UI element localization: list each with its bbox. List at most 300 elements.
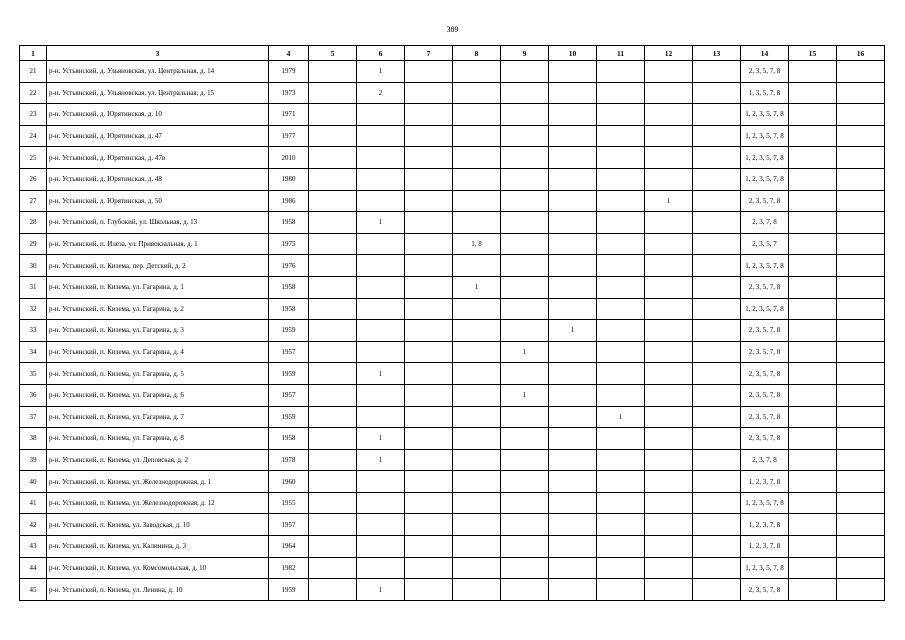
table-row — [20, 492, 885, 514]
cell-col-14: 2, 3, 5, 7, 8 — [741, 341, 789, 363]
cell-col-13 — [693, 61, 741, 83]
cell-col-14: 1, 2, 3, 5, 7, 8 — [741, 255, 789, 277]
cell-col-7 — [405, 449, 453, 471]
cell-col-14: 1, 2, 3, 5, 7, 8 — [741, 125, 789, 147]
cell-col-12: 1 — [645, 190, 693, 212]
cell-col-12 — [645, 104, 693, 126]
cell-col-13 — [693, 125, 741, 147]
cell-col-9 — [501, 276, 549, 298]
cell-col-11 — [597, 255, 645, 277]
cell-col-15 — [789, 536, 837, 558]
cell-col-9: 1 — [501, 341, 549, 363]
cell-col-16 — [837, 147, 885, 169]
year-cell: 1977 — [269, 125, 309, 147]
cell-col-8 — [453, 514, 501, 536]
cell-col-11 — [597, 384, 645, 406]
year-cell: 1986 — [269, 190, 309, 212]
row-number-cell: 28 — [20, 212, 47, 234]
address-cell: р-н. Устьянский, п. Кизема, ул. Гагарина, д. 7 — [47, 406, 269, 428]
cell-col-5 — [309, 276, 357, 298]
cell-col-14: 2, 3, 5, 7 — [741, 233, 789, 255]
cell-col-12 — [645, 363, 693, 385]
cell-col-11 — [597, 579, 645, 601]
address-cell: р-н. Устьянский, п. Кизема, ул. Гагарина, д. 1 — [47, 276, 269, 298]
cell-col-10 — [549, 233, 597, 255]
cell-col-15 — [789, 190, 837, 212]
cell-col-9 — [501, 125, 549, 147]
cell-col-8 — [453, 363, 501, 385]
cell-col-5 — [309, 82, 357, 104]
cell-col-6 — [357, 492, 405, 514]
housing-register-table — [19, 45, 885, 601]
cell-col-16 — [837, 125, 885, 147]
table-row — [20, 147, 885, 169]
cell-col-12 — [645, 298, 693, 320]
row-number-cell: 40 — [20, 471, 47, 493]
cell-col-6 — [357, 255, 405, 277]
cell-col-10 — [549, 341, 597, 363]
year-cell: 1958 — [269, 212, 309, 234]
address-cell: р-н. Устьянский, п. Кизема, ул. Заводская, д. 10 — [47, 514, 269, 536]
cell-col-7 — [405, 363, 453, 385]
cell-col-6 — [357, 125, 405, 147]
cell-col-6 — [357, 233, 405, 255]
cell-col-14: 1, 2, 3, 5, 7, 8 — [741, 557, 789, 579]
year-cell: 2010 — [269, 147, 309, 169]
address-cell: р-н. Устьянский, п. Кизема, ул. Гагарина, д. 8 — [47, 428, 269, 450]
cell-col-5 — [309, 125, 357, 147]
page-number: 389 — [446, 25, 459, 34]
cell-col-12 — [645, 276, 693, 298]
cell-col-8 — [453, 125, 501, 147]
cell-col-11 — [597, 514, 645, 536]
cell-col-7 — [405, 212, 453, 234]
cell-col-10 — [549, 449, 597, 471]
cell-col-16 — [837, 384, 885, 406]
cell-col-15 — [789, 104, 837, 126]
cell-col-15 — [789, 125, 837, 147]
cell-col-12 — [645, 168, 693, 190]
cell-col-6 — [357, 190, 405, 212]
table-row — [20, 557, 885, 579]
cell-col-14: 2, 3, 5, 7, 8 — [741, 276, 789, 298]
cell-col-10 — [549, 276, 597, 298]
year-cell: 1957 — [269, 341, 309, 363]
cell-col-7 — [405, 255, 453, 277]
table-row — [20, 212, 885, 234]
cell-col-16 — [837, 363, 885, 385]
cell-col-13 — [693, 276, 741, 298]
cell-col-5 — [309, 233, 357, 255]
cell-col-11 — [597, 168, 645, 190]
cell-col-15 — [789, 579, 837, 601]
column-header: 4 — [269, 46, 309, 61]
cell-col-5 — [309, 255, 357, 277]
row-number-cell: 38 — [20, 428, 47, 450]
cell-col-16 — [837, 428, 885, 450]
table-row — [20, 298, 885, 320]
cell-col-8 — [453, 190, 501, 212]
cell-col-15 — [789, 233, 837, 255]
cell-col-7 — [405, 168, 453, 190]
table-row — [20, 536, 885, 558]
cell-col-5 — [309, 536, 357, 558]
cell-col-7 — [405, 233, 453, 255]
cell-col-8 — [453, 320, 501, 342]
cell-col-15 — [789, 298, 837, 320]
table-row — [20, 104, 885, 126]
cell-col-9: 1 — [501, 384, 549, 406]
row-number-cell: 44 — [20, 557, 47, 579]
table-row — [20, 233, 885, 255]
cell-col-15 — [789, 406, 837, 428]
cell-col-16 — [837, 104, 885, 126]
cell-col-10 — [549, 255, 597, 277]
cell-col-14: 1, 2, 3, 5, 7, 8 — [741, 492, 789, 514]
cell-col-6: 1 — [357, 428, 405, 450]
row-number-cell: 26 — [20, 168, 47, 190]
row-number-cell: 34 — [20, 341, 47, 363]
cell-col-7 — [405, 514, 453, 536]
cell-col-6 — [357, 384, 405, 406]
row-number-cell: 31 — [20, 276, 47, 298]
table-row — [20, 406, 885, 428]
row-number-cell: 29 — [20, 233, 47, 255]
address-cell: р-н. Устьянский, п. Илеза, ул. Привокзальная, д. 1 — [47, 233, 269, 255]
cell-col-5 — [309, 190, 357, 212]
cell-col-6 — [357, 536, 405, 558]
year-cell: 1957 — [269, 384, 309, 406]
cell-col-13 — [693, 492, 741, 514]
cell-col-8 — [453, 341, 501, 363]
cell-col-11 — [597, 233, 645, 255]
cell-col-16 — [837, 212, 885, 234]
cell-col-15 — [789, 514, 837, 536]
year-cell: 1955 — [269, 492, 309, 514]
address-cell: р-н. Устьянский, п. Кизема, ул. Гагарина, д. 6 — [47, 384, 269, 406]
cell-col-7 — [405, 557, 453, 579]
cell-col-14: 2, 3, 5, 7, 8 — [741, 61, 789, 83]
cell-col-16 — [837, 233, 885, 255]
cell-col-9 — [501, 147, 549, 169]
cell-col-14: 2, 3, 5, 7, 8 — [741, 363, 789, 385]
cell-col-14: 2, 3, 5, 7, 8 — [741, 190, 789, 212]
year-cell: 1975 — [269, 233, 309, 255]
cell-col-7 — [405, 298, 453, 320]
table-row — [20, 82, 885, 104]
cell-col-9 — [501, 449, 549, 471]
cell-col-13 — [693, 428, 741, 450]
row-number-cell: 21 — [20, 61, 47, 83]
cell-col-8 — [453, 104, 501, 126]
address-cell: р-н. Устьянский, д. Юрятинская, д. 47в — [47, 147, 269, 169]
cell-col-9 — [501, 104, 549, 126]
cell-col-8 — [453, 428, 501, 450]
cell-col-5 — [309, 363, 357, 385]
cell-col-5 — [309, 61, 357, 83]
cell-col-5 — [309, 384, 357, 406]
cell-col-12 — [645, 341, 693, 363]
cell-col-14: 2, 3, 5, 7, 8 — [741, 428, 789, 450]
cell-col-16 — [837, 536, 885, 558]
cell-col-6 — [357, 298, 405, 320]
address-cell: р-н. Устьянский, п. Глубокий, ул. Школьная, д. 13 — [47, 212, 269, 234]
cell-col-11 — [597, 104, 645, 126]
cell-col-12 — [645, 233, 693, 255]
column-header: 5 — [309, 46, 357, 61]
year-cell: 1973 — [269, 82, 309, 104]
cell-col-15 — [789, 363, 837, 385]
column-header: 6 — [357, 46, 405, 61]
cell-col-9 — [501, 190, 549, 212]
cell-col-6: 2 — [357, 82, 405, 104]
cell-col-9 — [501, 514, 549, 536]
cell-col-7 — [405, 384, 453, 406]
cell-col-15 — [789, 341, 837, 363]
cell-col-6: 1 — [357, 212, 405, 234]
table-row — [20, 428, 885, 450]
cell-col-11 — [597, 298, 645, 320]
cell-col-7 — [405, 341, 453, 363]
address-cell: р-н. Устьянский, п. Кизема, ул. Калинина, д. 3 — [47, 536, 269, 558]
cell-col-13 — [693, 190, 741, 212]
cell-col-13 — [693, 449, 741, 471]
cell-col-6: 1 — [357, 579, 405, 601]
cell-col-11: 1 — [597, 406, 645, 428]
year-cell: 1980 — [269, 168, 309, 190]
cell-col-11 — [597, 125, 645, 147]
row-number-cell: 42 — [20, 514, 47, 536]
cell-col-14: 1, 2, 3, 7, 8 — [741, 514, 789, 536]
cell-col-16 — [837, 61, 885, 83]
cell-col-15 — [789, 255, 837, 277]
cell-col-6: 1 — [357, 61, 405, 83]
cell-col-9 — [501, 61, 549, 83]
cell-col-8 — [453, 471, 501, 493]
cell-col-8 — [453, 579, 501, 601]
cell-col-6 — [357, 471, 405, 493]
table-row — [20, 449, 885, 471]
table-row — [20, 61, 885, 83]
cell-col-5 — [309, 212, 357, 234]
cell-col-6 — [357, 168, 405, 190]
cell-col-15 — [789, 82, 837, 104]
year-cell: 1959 — [269, 363, 309, 385]
column-header: 3 — [47, 46, 269, 61]
cell-col-7 — [405, 492, 453, 514]
column-header: 15 — [789, 46, 837, 61]
year-cell: 1964 — [269, 536, 309, 558]
cell-col-10 — [549, 492, 597, 514]
cell-col-6 — [357, 514, 405, 536]
address-cell: р-н. Устьянский, д. Юрятинская, д. 50 — [47, 190, 269, 212]
cell-col-16 — [837, 82, 885, 104]
cell-col-13 — [693, 579, 741, 601]
cell-col-12 — [645, 82, 693, 104]
cell-col-9 — [501, 428, 549, 450]
column-header: 13 — [693, 46, 741, 61]
cell-col-5 — [309, 449, 357, 471]
row-number-cell: 22 — [20, 82, 47, 104]
cell-col-7 — [405, 147, 453, 169]
cell-col-10 — [549, 428, 597, 450]
cell-col-15 — [789, 168, 837, 190]
table-row — [20, 190, 885, 212]
cell-col-13 — [693, 255, 741, 277]
cell-col-16 — [837, 255, 885, 277]
column-header: 1 — [20, 46, 47, 61]
cell-col-7 — [405, 276, 453, 298]
cell-col-14: 1, 2, 3, 7, 8 — [741, 536, 789, 558]
cell-col-13 — [693, 212, 741, 234]
cell-col-13 — [693, 384, 741, 406]
cell-col-6: 1 — [357, 363, 405, 385]
cell-col-10 — [549, 104, 597, 126]
cell-col-16 — [837, 190, 885, 212]
cell-col-11 — [597, 363, 645, 385]
cell-col-6 — [357, 320, 405, 342]
cell-col-5 — [309, 147, 357, 169]
cell-col-15 — [789, 147, 837, 169]
cell-col-14: 1, 2, 3, 5, 7, 8 — [741, 168, 789, 190]
cell-col-5 — [309, 428, 357, 450]
cell-col-5 — [309, 341, 357, 363]
cell-col-10 — [549, 125, 597, 147]
column-header: 9 — [501, 46, 549, 61]
cell-col-10: 1 — [549, 320, 597, 342]
cell-col-11 — [597, 82, 645, 104]
table-row — [20, 168, 885, 190]
cell-col-11 — [597, 212, 645, 234]
cell-col-16 — [837, 320, 885, 342]
row-number-cell: 36 — [20, 384, 47, 406]
row-number-cell: 32 — [20, 298, 47, 320]
cell-col-15 — [789, 61, 837, 83]
cell-col-8: 1 — [453, 276, 501, 298]
cell-col-12 — [645, 492, 693, 514]
cell-col-15 — [789, 276, 837, 298]
cell-col-13 — [693, 406, 741, 428]
year-cell: 1957 — [269, 514, 309, 536]
year-cell: 1959 — [269, 406, 309, 428]
cell-col-10 — [549, 579, 597, 601]
row-number-cell: 25 — [20, 147, 47, 169]
cell-col-7 — [405, 125, 453, 147]
cell-col-14: 1, 2, 3, 7, 8 — [741, 471, 789, 493]
cell-col-10 — [549, 61, 597, 83]
cell-col-5 — [309, 492, 357, 514]
cell-col-16 — [837, 276, 885, 298]
cell-col-12 — [645, 579, 693, 601]
row-number-cell: 37 — [20, 406, 47, 428]
cell-col-13 — [693, 514, 741, 536]
cell-col-8 — [453, 147, 501, 169]
cell-col-11 — [597, 449, 645, 471]
cell-col-15 — [789, 320, 837, 342]
address-cell: р-н. Устьянский, п. Кизема, ул. Комсомольская, д. 10 — [47, 557, 269, 579]
address-cell: р-н. Устьянский, п. Кизема, пер. Детский, д. 2 — [47, 255, 269, 277]
cell-col-16 — [837, 406, 885, 428]
address-cell: р-н. Устьянский, п. Кизема, ул. Гагарина, д. 4 — [47, 341, 269, 363]
column-header: 14 — [741, 46, 789, 61]
cell-col-16 — [837, 168, 885, 190]
cell-col-8 — [453, 449, 501, 471]
cell-col-6 — [357, 406, 405, 428]
cell-col-13 — [693, 557, 741, 579]
cell-col-13 — [693, 298, 741, 320]
cell-col-7 — [405, 428, 453, 450]
cell-col-8 — [453, 168, 501, 190]
cell-col-13 — [693, 82, 741, 104]
cell-col-12 — [645, 212, 693, 234]
cell-col-12 — [645, 514, 693, 536]
row-number-cell: 41 — [20, 492, 47, 514]
cell-col-14: 2, 3, 7, 8 — [741, 212, 789, 234]
cell-col-14: 1, 2, 3, 5, 7, 8 — [741, 298, 789, 320]
cell-col-14: 2, 3, 5, 7, 8 — [741, 579, 789, 601]
cell-col-8 — [453, 406, 501, 428]
cell-col-13 — [693, 104, 741, 126]
table-body — [20, 61, 885, 601]
cell-col-14: 1, 3, 5, 7, 8 — [741, 82, 789, 104]
cell-col-16 — [837, 514, 885, 536]
year-cell: 1959 — [269, 320, 309, 342]
cell-col-10 — [549, 406, 597, 428]
cell-col-13 — [693, 147, 741, 169]
cell-col-10 — [549, 212, 597, 234]
address-cell: р-н. Устьянский, п. Кизема, ул. Гагарина, д. 3 — [47, 320, 269, 342]
column-header: 10 — [549, 46, 597, 61]
cell-col-10 — [549, 190, 597, 212]
cell-col-7 — [405, 104, 453, 126]
cell-col-16 — [837, 492, 885, 514]
cell-col-12 — [645, 147, 693, 169]
year-cell: 1978 — [269, 449, 309, 471]
cell-col-12 — [645, 125, 693, 147]
cell-col-7 — [405, 61, 453, 83]
address-cell: р-н. Устьянский, п. Кизема, ул. Железнодорожная, д. 12 — [47, 492, 269, 514]
column-header: 11 — [597, 46, 645, 61]
address-cell: р-н. Устьянский, п. Кизема, ул. Ленина, д. 10 — [47, 579, 269, 601]
cell-col-13 — [693, 320, 741, 342]
cell-col-5 — [309, 471, 357, 493]
cell-col-10 — [549, 298, 597, 320]
cell-col-12 — [645, 557, 693, 579]
cell-col-9 — [501, 255, 549, 277]
cell-col-10 — [549, 384, 597, 406]
address-cell: р-н. Устьянский, п. Кизема, ул. Гагарина, д. 5 — [47, 363, 269, 385]
cell-col-12 — [645, 428, 693, 450]
cell-col-5 — [309, 406, 357, 428]
cell-col-11 — [597, 147, 645, 169]
cell-col-6: 1 — [357, 449, 405, 471]
cell-col-7 — [405, 536, 453, 558]
cell-col-12 — [645, 406, 693, 428]
cell-col-11 — [597, 61, 645, 83]
cell-col-11 — [597, 320, 645, 342]
cell-col-8 — [453, 384, 501, 406]
cell-col-10 — [549, 168, 597, 190]
cell-col-13 — [693, 168, 741, 190]
year-cell: 1959 — [269, 579, 309, 601]
column-header: 7 — [405, 46, 453, 61]
table-row — [20, 514, 885, 536]
cell-col-6 — [357, 276, 405, 298]
cell-col-9 — [501, 212, 549, 234]
cell-col-10 — [549, 514, 597, 536]
cell-col-5 — [309, 298, 357, 320]
cell-col-15 — [789, 449, 837, 471]
